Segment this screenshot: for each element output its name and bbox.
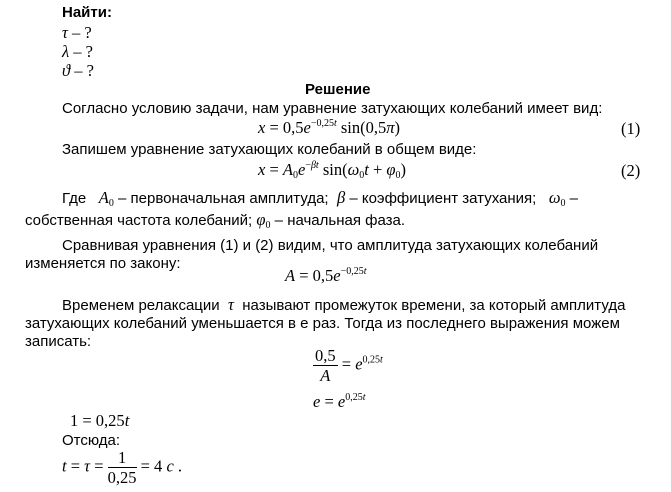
paragraph-5-line-2: затухающих колебаний уменьшается в е раз. Тогда из последнего выражения можем <box>25 315 620 332</box>
equation-e: $e = e^{0,25t}$ <box>313 392 366 411</box>
equation-1: $x = 0,5e^{-0,25t}$ sin(0,5π) <box>258 118 401 137</box>
find-item-tau: τ – ? <box>62 23 92 42</box>
equation-amplitude: $A = 0,5e^{-0,25t}$ <box>285 266 367 285</box>
find-heading: Найти: <box>62 4 112 21</box>
find-item-lambda: λ – ? <box>62 42 93 61</box>
equation-one: 1 = 0,25t <box>70 411 130 430</box>
equation-2-number: (2) <box>621 161 641 180</box>
find-item-theta: ϑ – ? <box>62 61 94 80</box>
paragraph-6: Отсюда: <box>62 432 121 449</box>
equation-1-number: (1) <box>621 119 641 138</box>
paragraph-4-line-1: Сравнивая уравнения (1) и (2) видим, что амплитуда затухающих колебаний <box>62 237 599 254</box>
solution-heading: Решение <box>305 81 371 98</box>
paragraph-3-line-2: собственная частота колебаний; $\varphi_0$ – начальная фаза. <box>25 210 406 231</box>
paragraph-2: Запишем уравнение затухающих колебаний в общем виде: <box>62 141 477 158</box>
paragraph-5-line-1: Временем релаксации τ называют промежуток времени, за который амплитуда <box>62 295 626 314</box>
equation-result: t = τ = $\frac{1}{0,25}$ = 4 с . <box>62 448 183 487</box>
equation-2: $x = A_0e^{-\beta t}$ $\sin(\omega_0t + \varphi_0)$ <box>258 160 407 181</box>
paragraph-3-line-1: Где $A_0$ – первоначальная амплитуда; β – коэффициент затухания; $\omega_0$ – <box>62 188 579 209</box>
paragraph-1: Согласно условию задачи, нам уравнение затухающих колебаний имеет вид: <box>62 100 603 117</box>
paragraph-5-line-3: записать: <box>25 333 92 350</box>
paragraph-4-line-2: изменяется по закону: <box>25 255 181 272</box>
equation-ratio: $\frac{0,5}{A}$ = $e^{0,25t}$ <box>315 346 383 385</box>
